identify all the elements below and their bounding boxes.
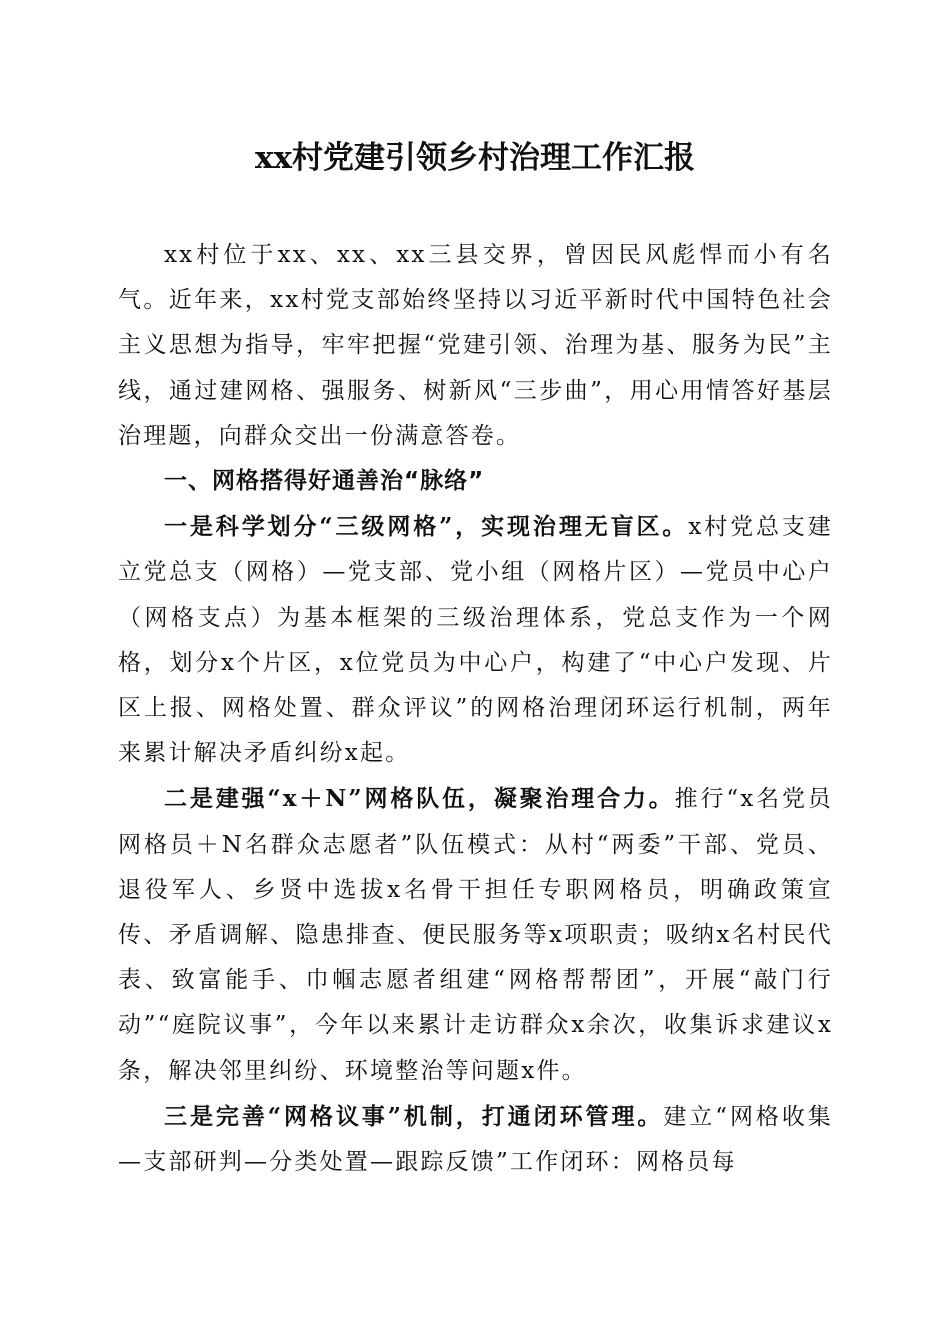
intro-paragraph: xx村位于xx、xx、xx三县交界，曾因民风彪悍而小有名气。近年来，xx村党支部始终坚持以习近平新时代中国特色社会主义思想为指导，牢牢把握“党建引领、治理为基、服务为民”主线，通过建网格、强服务、树新风“三步曲”，用心用情答好基层治理题，向群众交出一份满意答卷。 <box>118 242 833 449</box>
paragraph-2-lead: 二是建强“x＋N”网格队伍，凝聚治理合力。 <box>164 785 675 813</box>
document-body <box>118 233 833 1185</box>
paragraph-3 <box>118 1094 833 1185</box>
paragraph-3-lead: 三是完善“网格议事”机制，打通闭环管理。 <box>164 1102 664 1130</box>
paragraph-1-lead: 一是科学划分“三级网格”，实现治理无盲区。 <box>164 513 689 541</box>
paragraph-3-body: 建立“网格收集—支部研判—分类处置—跟踪反馈”工作闭环：网格员每 <box>118 1103 833 1176</box>
section-heading-1: 一、网格搭得好通善治“脉络” <box>164 468 485 495</box>
paragraph-2-body: 推行“x名党员网格员＋N名群众志愿者”队伍模式：从村“两委”干部、党员、退役军人、乡贤中选拔x名骨干担任专职网格员，明确政策宣传、矛盾调解、隐患排查、便民服务等x项职责；吸纳x名村民代表、致富能手、巾帼志愿者组建“网格帮帮团”，开展“敲门行动”“庭院议事”，今年以来累计走访群众x余次，收集诉求建议x条，解决邻里纠纷、环境整治等问题x件。 <box>118 786 833 1084</box>
paragraph-1-body: x村党总支建立党总支（网格）—党支部、党小组（网格片区）—党员中心户（网格支点）为基本框架的三级治理体系，党总支作为一个网格，划分x个片区，x位党员为中心户，构建了“中心户发现、片区上报、网格处置、群众评议”的网格治理闭环运行机制，两年来累计解决矛盾纠纷x起。 <box>118 514 833 767</box>
document-title: xx村党建引领乡村治理工作汇报 <box>255 140 695 176</box>
paragraph-1 <box>118 504 833 776</box>
paragraph-2 <box>118 776 833 1093</box>
